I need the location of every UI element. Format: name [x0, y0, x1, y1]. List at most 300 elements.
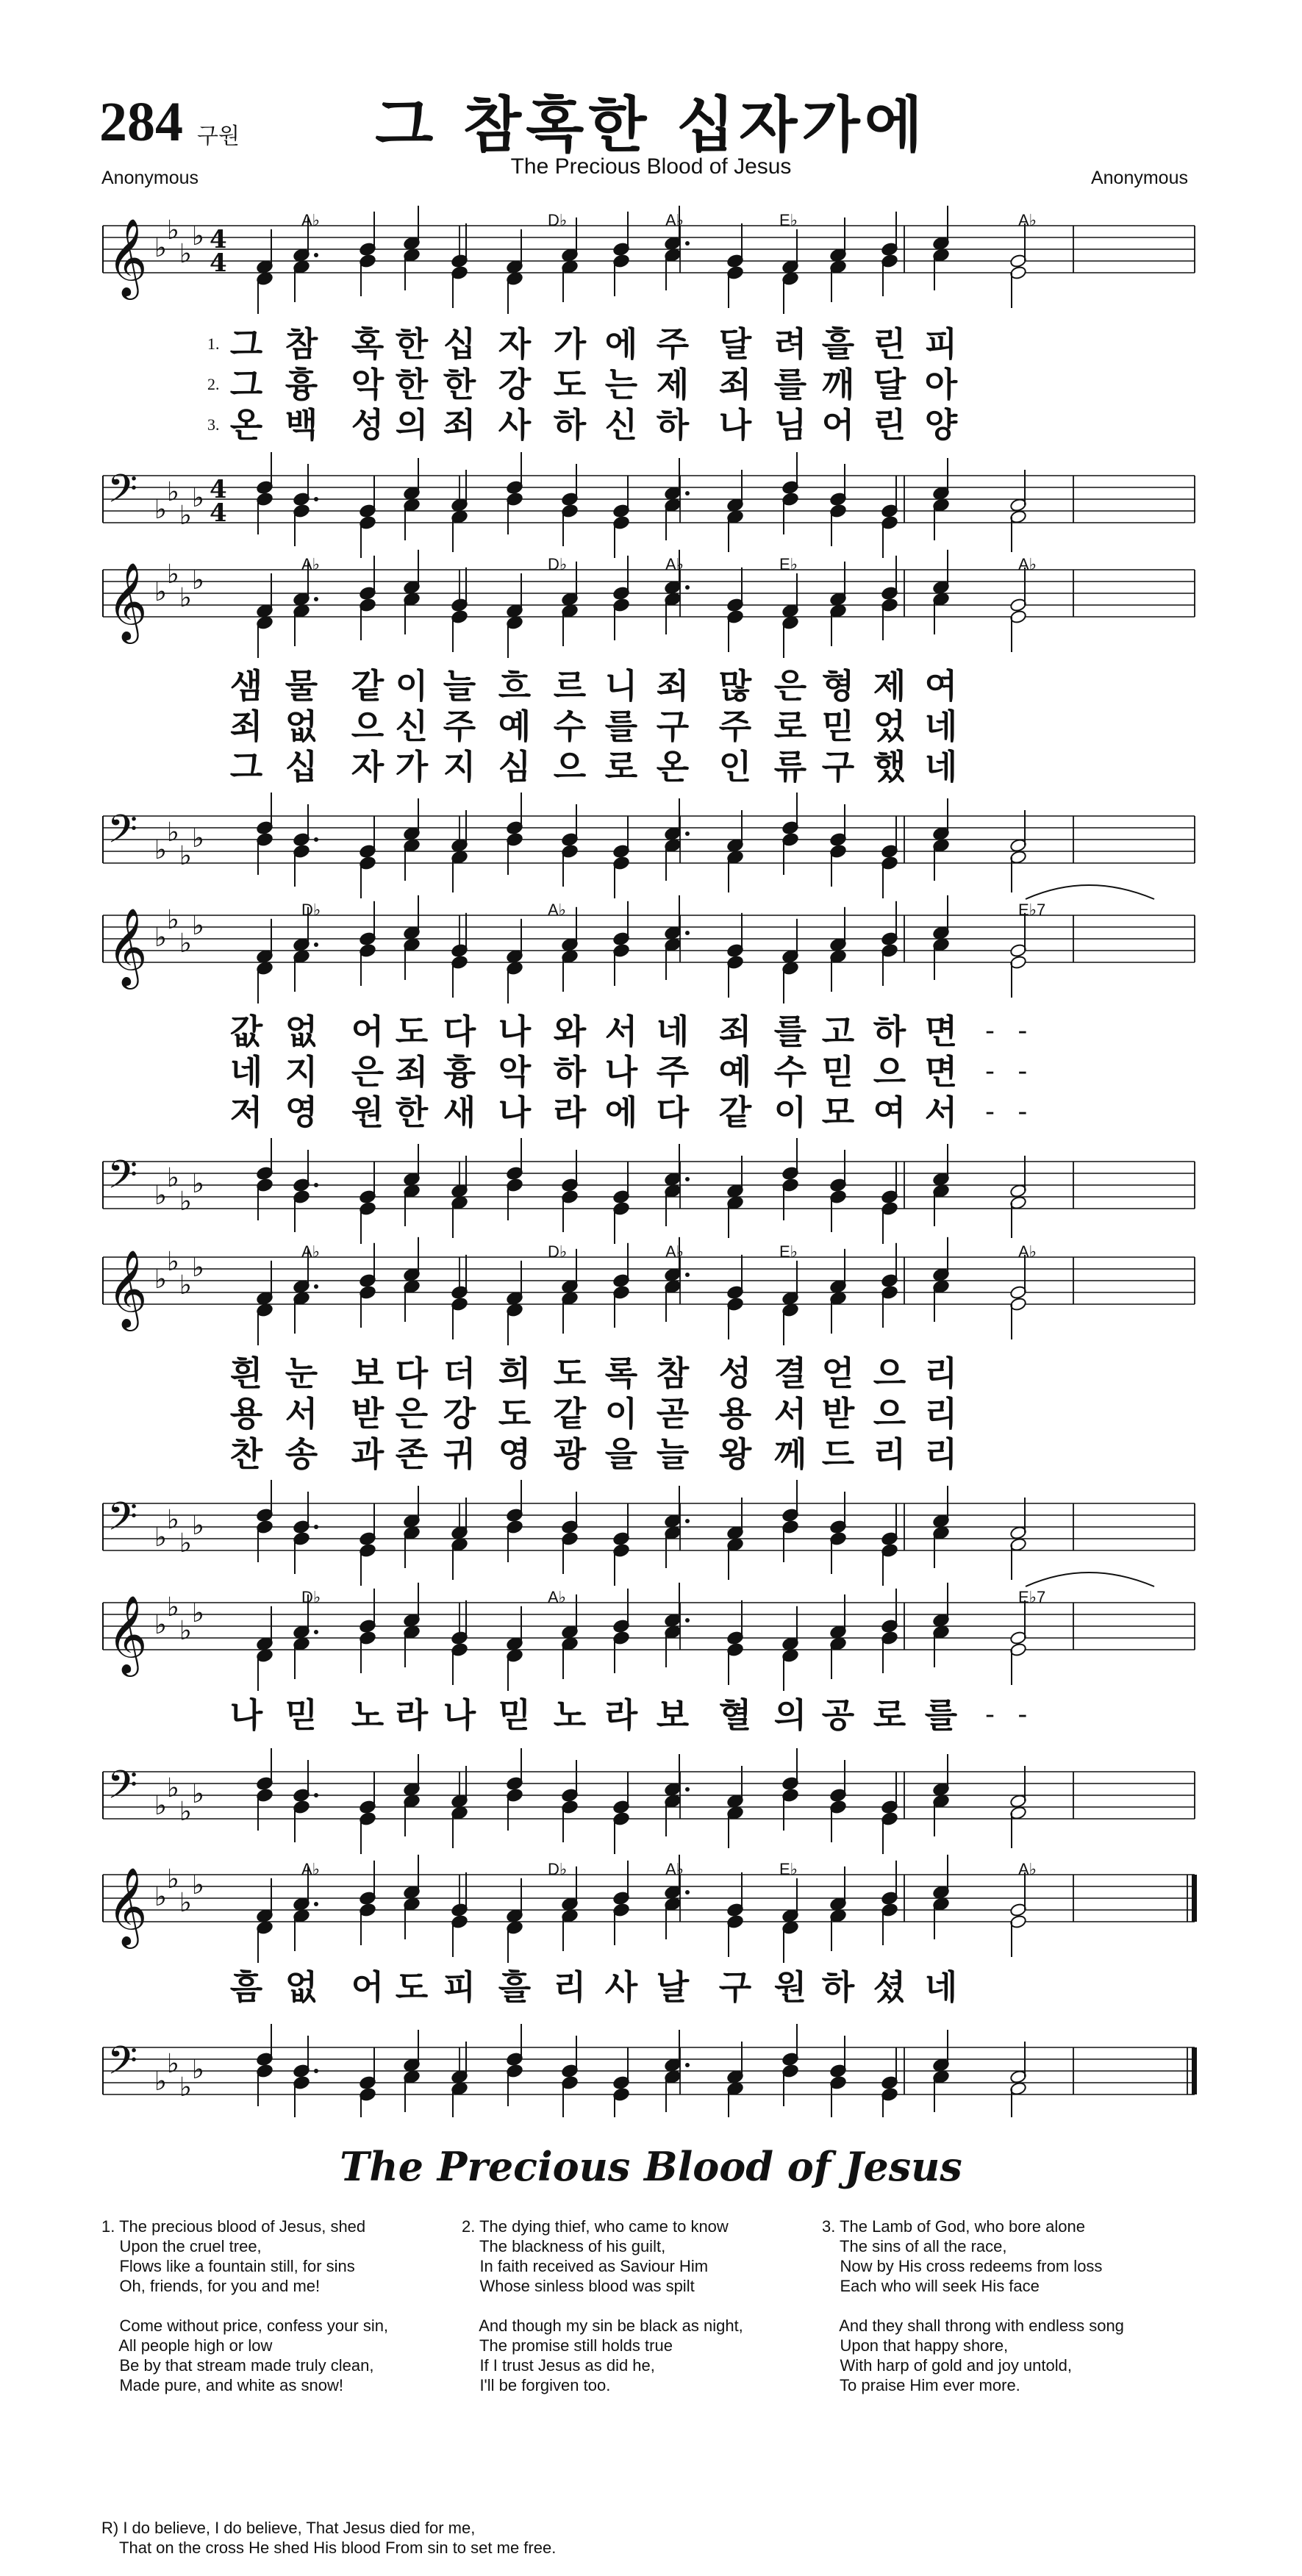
- lyric-syllable: 사: [498, 405, 532, 445]
- lyric-syllable: 서: [285, 1394, 318, 1434]
- lyric-line: [0, 706, 1302, 747]
- lyric-syllable: 더: [443, 1353, 476, 1393]
- lyric-syllable: 양: [924, 405, 958, 445]
- chord-symbol: E♭: [779, 555, 798, 573]
- lyric-syllable: 값: [229, 1012, 263, 1051]
- lyric-syllable: 죄: [395, 1052, 429, 1092]
- chord-symbol: A♭: [1018, 555, 1037, 573]
- chord-symbol: E♭7: [1018, 901, 1046, 919]
- flat-sign: ♭: [167, 477, 179, 507]
- lyric-syllable: 로: [773, 706, 807, 746]
- verse-line: The sins of all the race,: [822, 2237, 1007, 2255]
- lyric-syllable: 구: [821, 747, 855, 787]
- lyric-syllable: 그: [229, 324, 263, 364]
- flat-sign: ♭: [154, 2067, 167, 2097]
- verse-line: Come without price, confess your sin,: [101, 2316, 389, 2335]
- final-barline-thick: [1192, 1875, 1197, 1922]
- verse-line: If I trust Jesus as did he,: [462, 2356, 655, 2375]
- lyric-syllable: 지: [285, 1052, 318, 1092]
- lyric-syllable: 한: [395, 365, 429, 404]
- dot: [314, 1183, 318, 1187]
- dot: [314, 837, 318, 842]
- lyric-syllable: 성: [351, 405, 384, 445]
- lyric-syllable: 믿: [498, 1695, 532, 1735]
- flat-sign: ♭: [154, 577, 167, 607]
- lyric-syllable: 라: [395, 1695, 429, 1735]
- lyric-syllable: 리: [873, 1434, 906, 1474]
- english-section-title: The Precious Blood of Jesus: [340, 2143, 962, 2190]
- english-verse-2: [462, 2217, 743, 2395]
- flat-sign: ♭: [154, 835, 167, 865]
- verse-number: 2.: [207, 375, 220, 393]
- lyric-syllable: 피: [924, 324, 958, 364]
- lyric-syllable: 수: [553, 706, 587, 746]
- lyric-syllable: 자: [498, 324, 532, 364]
- lyric-syllable: 이: [395, 666, 429, 706]
- lyric-syllable: 은: [773, 666, 807, 706]
- lyric-syllable: 께: [773, 1434, 807, 1474]
- dot: [314, 1525, 318, 1529]
- lyric-syllable: 리: [553, 1967, 587, 2007]
- flat-sign: ♭: [154, 1791, 167, 1821]
- refrain-line: R) I do believe, I do believe, That Jesus died for me,: [101, 2519, 476, 2537]
- lyric-syllable: 나: [229, 1695, 263, 1735]
- lyric-syllable: 은: [395, 1394, 429, 1434]
- lyric-syllable: 참: [285, 324, 318, 364]
- lyric-syllable: 예: [718, 1052, 752, 1092]
- flat-sign: ♭: [192, 1598, 204, 1628]
- dot: [685, 831, 690, 836]
- lyric-syllable: 용: [718, 1394, 752, 1434]
- lyric-syllable: 신: [395, 706, 429, 746]
- treble-clef: 𝄞: [107, 1595, 148, 1673]
- lyric-syllable: 으: [873, 1052, 906, 1092]
- lyric-syllable: 주: [656, 324, 690, 364]
- flat-sign: ♭: [154, 1523, 167, 1553]
- flat-sign: ♭: [167, 1592, 179, 1622]
- lyric-syllable: 여: [873, 1092, 906, 1132]
- verse-number: 1.: [207, 334, 220, 353]
- lyric-syllable: 하: [656, 405, 690, 445]
- lyric-syllable: 달: [873, 365, 906, 404]
- lyric-syllable: 를: [604, 706, 638, 746]
- verse-line: 1. The precious blood of Jesus, shed: [101, 2217, 366, 2236]
- chord-symbol: A♭: [301, 555, 321, 573]
- lyric-syllable: 송: [285, 1434, 318, 1474]
- lyric-syllable: 귀: [443, 1434, 476, 1474]
- lyric-syllable: 새: [443, 1092, 476, 1132]
- verse-line: Be by that stream made truly clean,: [101, 2356, 374, 2375]
- chord-symbol: A♭: [548, 1588, 567, 1606]
- lyric-syllable: 구: [656, 706, 690, 746]
- lyric-syllable: 용: [229, 1394, 263, 1434]
- flat-sign: ♭: [167, 559, 179, 590]
- chord-symbol: E♭7: [1018, 1588, 1046, 1606]
- dot: [314, 253, 318, 257]
- flat-sign: ♭: [192, 2055, 204, 2085]
- lyric-syllable: 날: [656, 1967, 690, 2007]
- lyric-syllable: 의: [395, 405, 429, 445]
- lyric-syllable: 믿: [821, 706, 855, 746]
- lyric-syllable: 많: [718, 666, 752, 706]
- verse-line: Whose sinless blood was spilt: [462, 2277, 695, 2295]
- dot: [314, 1793, 318, 1797]
- flat-sign: ♭: [167, 1247, 179, 1277]
- dot: [314, 1902, 318, 1906]
- dot: [314, 2069, 318, 2073]
- lyric-syllable: 제: [873, 666, 906, 706]
- flat-sign: ♭: [192, 1511, 204, 1541]
- lyric-syllable: 왕: [718, 1434, 752, 1474]
- lyric-syllable: 혹: [351, 324, 384, 364]
- flat-sign: ♭: [167, 2049, 179, 2079]
- lyric-line: [0, 1967, 1302, 2008]
- lyric-syllable: 리: [924, 1394, 958, 1434]
- lyric-syllable: 성: [718, 1353, 752, 1393]
- treble-clef: 𝄞: [107, 562, 148, 640]
- dot: [685, 491, 690, 495]
- lyric-syllable: 공: [821, 1695, 855, 1735]
- lyric-syllable: 린: [873, 405, 906, 445]
- lyric-syllable: 자: [351, 747, 384, 787]
- chord-symbol: D♭: [548, 555, 568, 573]
- lyric-syllable: 로: [604, 747, 638, 787]
- flat-sign: ♭: [179, 2072, 192, 2103]
- lyric-syllable: 곧: [656, 1394, 690, 1434]
- lyric-syllable: 원: [773, 1967, 807, 2007]
- lyric-syllable: 을: [604, 1434, 638, 1474]
- lyric-syllable: 늘: [443, 666, 476, 706]
- chord-symbol: D♭: [548, 1860, 568, 1878]
- lyric-syllable: 노: [553, 1695, 587, 1735]
- lyric-syllable: 같: [718, 1092, 752, 1132]
- dot: [314, 597, 318, 601]
- english-verse-3: [822, 2217, 1124, 2395]
- lyric-syllable: 믿: [821, 1052, 855, 1092]
- lyric-syllable: 가: [395, 747, 429, 787]
- dot: [685, 1787, 690, 1792]
- lyric-syllable: 이: [773, 1092, 807, 1132]
- lyric-syllable: 받: [351, 1394, 384, 1434]
- lyric-line: [0, 1393, 1302, 1434]
- lyric-syllable: 그: [229, 747, 263, 787]
- flat-sign: ♭: [154, 1882, 167, 1912]
- lyric-line: [0, 1011, 1302, 1052]
- slur: [1026, 885, 1154, 899]
- chord-symbol: A♭: [1018, 1242, 1037, 1261]
- melisma-continuation: - -: [985, 1056, 1035, 1087]
- lyric-syllable: 피: [443, 1967, 476, 2007]
- lyric-syllable: 도: [395, 1967, 429, 2007]
- lyric-syllable: 다: [395, 1353, 429, 1393]
- flat-sign: ♭: [167, 905, 179, 935]
- flat-sign: ♭: [154, 1610, 167, 1640]
- lyric-syllable: 도: [395, 1012, 429, 1051]
- lyric-syllable: 가: [553, 324, 587, 364]
- lyric-syllable: 으: [351, 706, 384, 746]
- verse-line: 2. The dying thief, who came to know: [462, 2217, 729, 2236]
- verse-line: With harp of gold and joy untold,: [822, 2356, 1072, 2375]
- lyric-syllable: 는: [604, 365, 638, 404]
- flat-sign: ♭: [192, 221, 204, 251]
- lyric-syllable: 어: [351, 1012, 384, 1051]
- lyric-syllable: 리: [924, 1434, 958, 1474]
- lyric-syllable: 인: [718, 747, 752, 787]
- lyric-syllable: 로: [873, 1695, 906, 1735]
- lyric-syllable: 주: [718, 706, 752, 746]
- lyric-syllable: 저: [229, 1092, 263, 1132]
- lyric-syllable: 나: [604, 1052, 638, 1092]
- lyric-syllable: 존: [395, 1434, 429, 1474]
- lyric-syllable: 도: [498, 1394, 532, 1434]
- lyric-syllable: 라: [553, 1092, 587, 1132]
- lyric-syllable: 님: [773, 405, 807, 445]
- lyric-syllable: 으: [873, 1353, 906, 1393]
- chord-symbol: E♭: [779, 1242, 798, 1261]
- lyric-syllable: 도: [553, 1353, 587, 1393]
- lyric-syllable: 온: [229, 405, 263, 445]
- lyric-syllable: 으: [873, 1394, 906, 1434]
- lyric-syllable: 받: [821, 1394, 855, 1434]
- lyric-syllable: 한: [395, 324, 429, 364]
- bass-clef: 𝄢: [107, 1763, 138, 1817]
- verse-line: Flows like a fountain still, for sins: [101, 2257, 355, 2275]
- verse-line: Made pure, and white as snow!: [101, 2376, 343, 2394]
- lyric-syllable: 고: [821, 1012, 855, 1051]
- flat-sign: ♭: [179, 239, 192, 269]
- dot: [685, 585, 690, 590]
- lyric-syllable: 으: [553, 747, 587, 787]
- melisma-continuation: - -: [985, 1097, 1035, 1127]
- lyric-syllable: 제: [656, 365, 690, 404]
- chord-symbol: A♭: [301, 1860, 321, 1878]
- flat-sign: ♭: [154, 1264, 167, 1295]
- bass-clef: 𝄢: [107, 807, 138, 862]
- lyric-syllable: 없: [285, 706, 318, 746]
- treble-clef: 𝄞: [107, 1249, 148, 1328]
- lyric-syllable: 서: [773, 1394, 807, 1434]
- dot: [314, 497, 318, 501]
- lyric-syllable: 강: [443, 1394, 476, 1434]
- time-signature-top: 4: [210, 225, 227, 254]
- lyric-syllable: 영: [285, 1092, 318, 1132]
- treble-clef: 𝄞: [107, 1867, 148, 1945]
- lyric-syllable: 다: [443, 1012, 476, 1051]
- verse-line: Upon the cruel tree,: [101, 2237, 262, 2255]
- lyric-syllable: 네: [924, 747, 958, 787]
- lyric-syllable: 흠: [229, 1967, 263, 2007]
- verse-line: Oh, friends, for you and me!: [101, 2277, 321, 2295]
- dot: [314, 1630, 318, 1634]
- lyric-syllable: 의: [773, 1695, 807, 1735]
- lyric-syllable: 에: [604, 324, 638, 364]
- refrain-line: That on the cross He shed His blood From sin to set me free.: [101, 2539, 557, 2557]
- chord-symbol: A♭: [665, 211, 684, 229]
- flat-sign: ♭: [192, 911, 204, 941]
- lyric-syllable: 은: [351, 1052, 384, 1092]
- lyric-syllable: 흉: [443, 1052, 476, 1092]
- lyric-syllable: 셨: [873, 1967, 906, 2007]
- flat-sign: ♭: [179, 1797, 192, 1827]
- dot: [314, 942, 318, 947]
- flat-sign: ♭: [154, 495, 167, 525]
- chord-symbol: D♭: [548, 211, 568, 229]
- flat-sign: ♭: [167, 215, 179, 246]
- lyric-syllable: 그: [229, 365, 263, 404]
- verse-number: 3.: [207, 415, 220, 434]
- lyric-line: [0, 364, 1302, 405]
- lyric-syllable: 에: [604, 1092, 638, 1132]
- lyric-syllable: 신: [604, 405, 638, 445]
- lyric-line: [0, 1353, 1302, 1394]
- lyric-line: [0, 1092, 1302, 1133]
- flat-sign: ♭: [179, 1616, 192, 1646]
- lyric-syllable: 흰: [229, 1353, 263, 1393]
- dot: [685, 241, 690, 246]
- lyric-syllable: 악: [498, 1052, 532, 1092]
- verse-line: Each who will seek His face: [822, 2277, 1040, 2295]
- lyric-syllable: 라: [604, 1695, 638, 1735]
- english-refrain: [101, 2518, 556, 2558]
- lyric-syllable: 같: [553, 1394, 587, 1434]
- lyric-syllable: 늘: [656, 1434, 690, 1474]
- flat-sign: ♭: [179, 583, 192, 613]
- hymn-title-korean: 그 참혹한 십자가에: [375, 90, 927, 160]
- flat-sign: ♭: [192, 1253, 204, 1283]
- flat-sign: ♭: [192, 1870, 204, 1900]
- lyric-syllable: 서: [924, 1092, 958, 1132]
- chord-symbol: D♭: [301, 901, 321, 919]
- flat-sign: ♭: [167, 1773, 179, 1803]
- verse-line: To praise Him ever more.: [822, 2376, 1020, 2394]
- lyric-syllable: 강: [498, 365, 532, 404]
- lyric-syllable: 흉: [285, 365, 318, 404]
- chord-symbol: A♭: [665, 1860, 684, 1878]
- lyric-syllable: 흘: [498, 1967, 532, 2007]
- lyric-syllable: 구: [718, 1967, 752, 2007]
- chord-symbol: E♭: [779, 211, 798, 229]
- verse-line: And though my sin be black as night,: [462, 2316, 743, 2335]
- lyric-syllable: 희: [498, 1353, 532, 1393]
- lyric-syllable: 지: [443, 747, 476, 787]
- dot: [685, 1519, 690, 1523]
- lyric-syllable: 니: [604, 666, 638, 706]
- lyric-syllable: 흐: [498, 666, 532, 706]
- lyric-syllable: 면: [924, 1052, 958, 1092]
- verse-line: In faith received as Saviour Him: [462, 2257, 709, 2275]
- lyric-syllable: 주: [656, 1052, 690, 1092]
- lyric-syllable: 다: [656, 1092, 690, 1132]
- lyric-syllable: 예: [498, 706, 532, 746]
- verse-line: I'll be forgiven too.: [462, 2376, 611, 2394]
- lyric-syllable: 어: [821, 405, 855, 445]
- lyric-syllable: 면: [924, 1012, 958, 1051]
- lyric-syllable: 없: [285, 1012, 318, 1051]
- chord-symbol: A♭: [548, 901, 567, 919]
- lyric-syllable: 같: [351, 666, 384, 706]
- chord-symbol: E♭: [779, 1860, 798, 1878]
- flat-sign: ♭: [167, 1864, 179, 1895]
- lyric-syllable: 영: [498, 1434, 532, 1474]
- chord-symbol: A♭: [665, 555, 684, 573]
- lyric-syllable: 얻: [821, 1353, 855, 1393]
- lyric-syllable: 눈: [285, 1353, 318, 1393]
- lyric-syllable: 네: [656, 1012, 690, 1051]
- lyric-syllable: 린: [873, 324, 906, 364]
- lyric-syllable: 려: [773, 324, 807, 364]
- lyric-syllable: 를: [924, 1695, 958, 1735]
- lyric-syllable: 르: [553, 666, 587, 706]
- chord-symbol: D♭: [301, 1588, 321, 1606]
- bass-clef: 𝄢: [107, 1153, 138, 1207]
- flat-sign: ♭: [154, 923, 167, 953]
- treble-clef: 𝄞: [107, 218, 148, 296]
- melisma-continuation: - -: [985, 1700, 1035, 1730]
- flat-sign: ♭: [179, 841, 192, 871]
- lyric-syllable: 주: [443, 706, 476, 746]
- verse-line: All people high or low: [101, 2336, 273, 2355]
- chord-symbol: A♭: [1018, 211, 1037, 229]
- lyric-syllable: 과: [351, 1434, 384, 1474]
- lyric-syllable: 서: [604, 1012, 638, 1051]
- verse-line: Now by His cross redeems from loss: [822, 2257, 1103, 2275]
- english-verse-1: [101, 2217, 388, 2395]
- flat-sign: ♭: [179, 501, 192, 531]
- lyric-syllable: 이: [604, 1394, 638, 1434]
- lyric-syllable: 했: [873, 747, 906, 787]
- lyric-syllable: 달: [718, 324, 752, 364]
- lyric-syllable: 하: [553, 1052, 587, 1092]
- bass-clef: 𝄢: [107, 1495, 138, 1549]
- lyric-syllable: 온: [656, 747, 690, 787]
- treble-clef: 𝄞: [107, 907, 148, 986]
- chord-symbol: A♭: [1018, 1860, 1037, 1878]
- verse-line: And they shall throng with endless song: [822, 2316, 1124, 2335]
- lyric-syllable: 록: [604, 1353, 638, 1393]
- lyric-syllable: 없: [285, 1967, 318, 2007]
- bass-clef: 𝄢: [107, 467, 138, 521]
- lyric-syllable: 샘: [229, 666, 263, 706]
- flat-sign: ♭: [154, 1181, 167, 1211]
- lyric-line: [0, 1695, 1302, 1736]
- lyric-syllable: 네: [924, 706, 958, 746]
- lyric-syllable: 십: [285, 747, 318, 787]
- melisma-continuation: - -: [985, 1016, 1035, 1046]
- final-barline-thick: [1192, 2047, 1197, 2094]
- lyric-line: [0, 665, 1302, 706]
- lyric-syllable: 물: [285, 666, 318, 706]
- lyric-syllable: 나: [498, 1092, 532, 1132]
- flat-sign: ♭: [179, 1187, 192, 1217]
- lyric-syllable: 나: [718, 405, 752, 445]
- bass-clef: 𝄢: [107, 2039, 138, 2093]
- flat-sign: ♭: [167, 817, 179, 848]
- dot: [685, 1177, 690, 1181]
- lyric-syllable: 었: [873, 706, 906, 746]
- dot: [685, 1273, 690, 1277]
- lyric-syllable: 흘: [821, 324, 855, 364]
- lyric-syllable: 보: [351, 1353, 384, 1393]
- lyric-syllable: 찬: [229, 1434, 263, 1474]
- lyric-syllable: 광: [553, 1434, 587, 1474]
- lyric-syllable: 드: [821, 1434, 855, 1474]
- hymn-title-english: The Precious Blood of Jesus: [510, 154, 792, 179]
- flat-sign: ♭: [179, 1528, 192, 1559]
- verse-line: The promise still holds true: [462, 2336, 673, 2355]
- lyric-syllable: 죄: [656, 666, 690, 706]
- flat-sign: ♭: [167, 1163, 179, 1193]
- lyric-syllable: 깨: [821, 365, 855, 404]
